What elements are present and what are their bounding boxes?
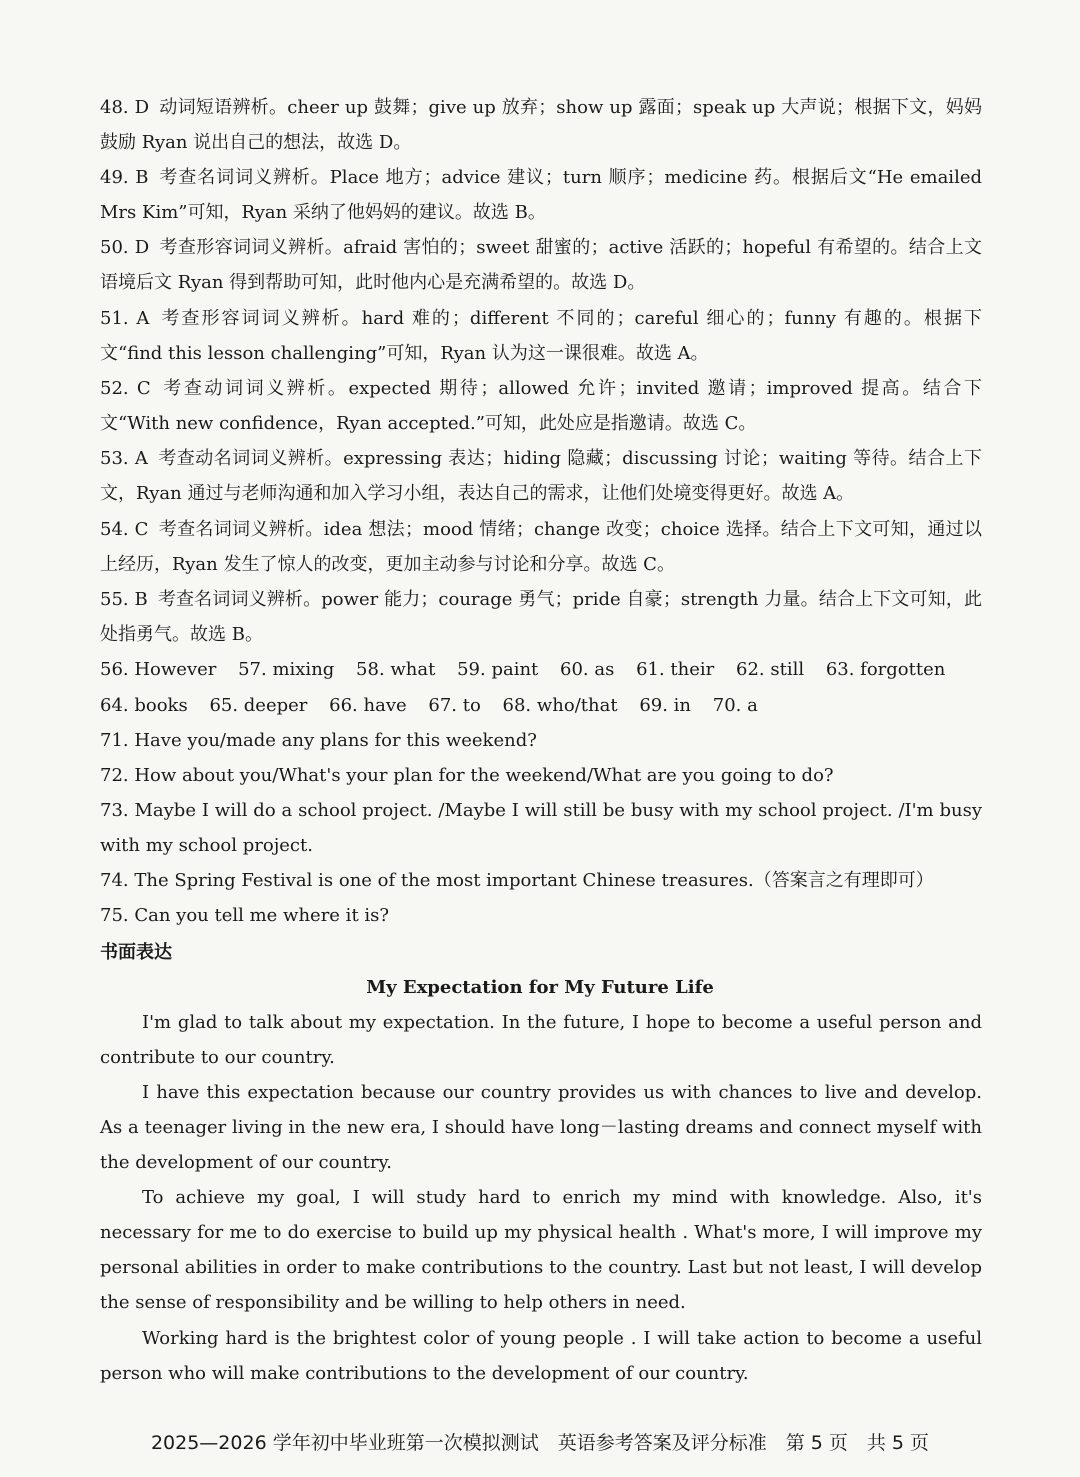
answer-50 [100,230,982,300]
fill-answer: 65. deeper [209,695,308,716]
answer-73: 73. Maybe I will do a school project. /Maybe I will still be busy with my school project. /I'm busy with my school project. [100,800,982,856]
section-heading: 书面表达 [100,942,172,963]
answer-51 [100,301,982,371]
essay-paragraph-1: I'm glad to talk about my expectation. In the future, I hope to become a useful person and contribute to our country. [100,1012,982,1068]
answer-explanation: 考查名词词义辨析。power 能力；courage 勇气；pride 自豪；strength 力量。结合上下文可知，此处指勇气。故选 B。 [100,589,983,645]
fill-answer: 57. mixing [238,659,335,680]
fill-answer: 62. still [736,659,805,680]
answer-52 [100,371,982,441]
answer-49 [100,160,982,230]
answer-number: 51. A [100,308,150,329]
answer-number: 54. C [100,519,149,540]
answer-71: 71. Have you/made any plans for this weekend? [100,730,537,751]
answer-number: 49. B [100,167,149,188]
answer-explanation: 考查名词词义辨析。idea 想法；mood 情绪；change 改变；choice 选择。结合上下文可知，通过以上经历，Ryan 发生了惊人的改变，更加主动参与讨论和分享。故选 C。 [100,519,982,575]
answer-explanation: 考查形容词词义辨析。afraid 害怕的；sweet 甜蜜的；active 活跃的；hopeful 有希望的。结合上文语境后文 Ryan 得到帮助可知，此时他内心是充满希望的。故选 D。 [100,237,982,293]
answer-explanation: 动词短语辨析。cheer up 鼓舞；give up 放弃；show up 露面；speak up 大声说；根据下文，妈妈鼓励 Ryan 说出自己的想法，故选 D。 [100,97,982,153]
answer-number: 48. D [100,97,150,118]
answer-explanation: 考查形容词词义辨析。hard 难的；different 不同的；careful 细心的；funny 有趣的。根据下文“find this lesson challenging”可知，Ryan 认为这一课很难。故选 A。 [100,308,982,364]
fill-blank-row-2 [100,688,774,723]
fill-answer: 58. what [356,659,436,680]
answer-53 [100,441,982,511]
answer-72: 72. How about you/What's your plan for the weekend/What are you going to do? [100,765,834,786]
answer-number: 50. D [100,237,150,258]
fill-answer: 61. their [636,659,715,680]
fill-answer: 67. to [428,695,481,716]
fill-answer: 63. forgotten [825,659,946,680]
fill-answer: 66. have [329,695,407,716]
answer-number: 53. A [100,448,148,469]
answer-74: 74. The Spring Festival is one of the most important Chinese treasures.（答案言之有理即可） [100,870,934,891]
answer-explanation: 考查动名词词义辨析。expressing 表达；hiding 隐藏；discussing 讨论；waiting 等待。结合上下文，Ryan 通过与老师沟通和加入学习小组，表达自己的需求，让他们处境变得更好。故选 A。 [100,448,982,504]
answer-explanation: 考查名词词义辨析。Place 地方；advice 建议；turn 顺序；medicine 药。根据后文“He emailed Mrs Kim”可知，Ryan 采纳了他妈妈的建议。故选 B。 [100,167,982,223]
fill-answer: 64. books [100,695,188,716]
answer-explanation: 考查动词词义辨析。expected 期待；allowed 允许；invited 邀请；improved 提高。结合下文“With new confidence，Ryan accepted.”可知，此处应是指邀请。故选 C。 [100,378,982,434]
fill-answer: 68. who/that [502,695,618,716]
fill-blank-row-1 [100,652,961,687]
fill-answer: 60. as [560,659,615,680]
answer-number: 52. C [100,378,151,399]
answer-number: 55. B [100,589,148,610]
answer-48 [100,90,982,160]
answer-55 [100,582,982,652]
essay-paragraph-2: I have this expectation because our country provides us with chances to live and develop. As a teenager living in the new era, I should have long－lasting dreams and connect myself with the development of our country. [100,1082,982,1173]
fill-answer: 59. paint [457,659,539,680]
essay-paragraph-4: Working hard is the brightest color of young people . I will take action to become a useful person who will make contributions to the development of our country. [100,1328,982,1384]
answer-54 [100,512,982,582]
essay-title: My Expectation for My Future Life [366,977,714,998]
page-footer: 2025—2026 学年初中毕业班第一次模拟测试 英语参考答案及评分标准 第 5 页 共 5 页 [150,1432,930,1454]
answer-75: 75. Can you tell me where it is? [100,905,390,926]
fill-answer: 56. However [100,659,217,680]
fill-answer: 70. a [712,695,758,716]
fill-answer: 69. in [639,695,692,716]
essay-paragraph-3: To achieve my goal, I will study hard to enrich my mind with knowledge. Also, it's necessary for me to do exercise to build up my physical health . What's more, I will improve my personal abilities in order to make contributions to the country. Last but not least, I will develop the sense of responsibility and be willing to help others in need. [100,1187,982,1313]
